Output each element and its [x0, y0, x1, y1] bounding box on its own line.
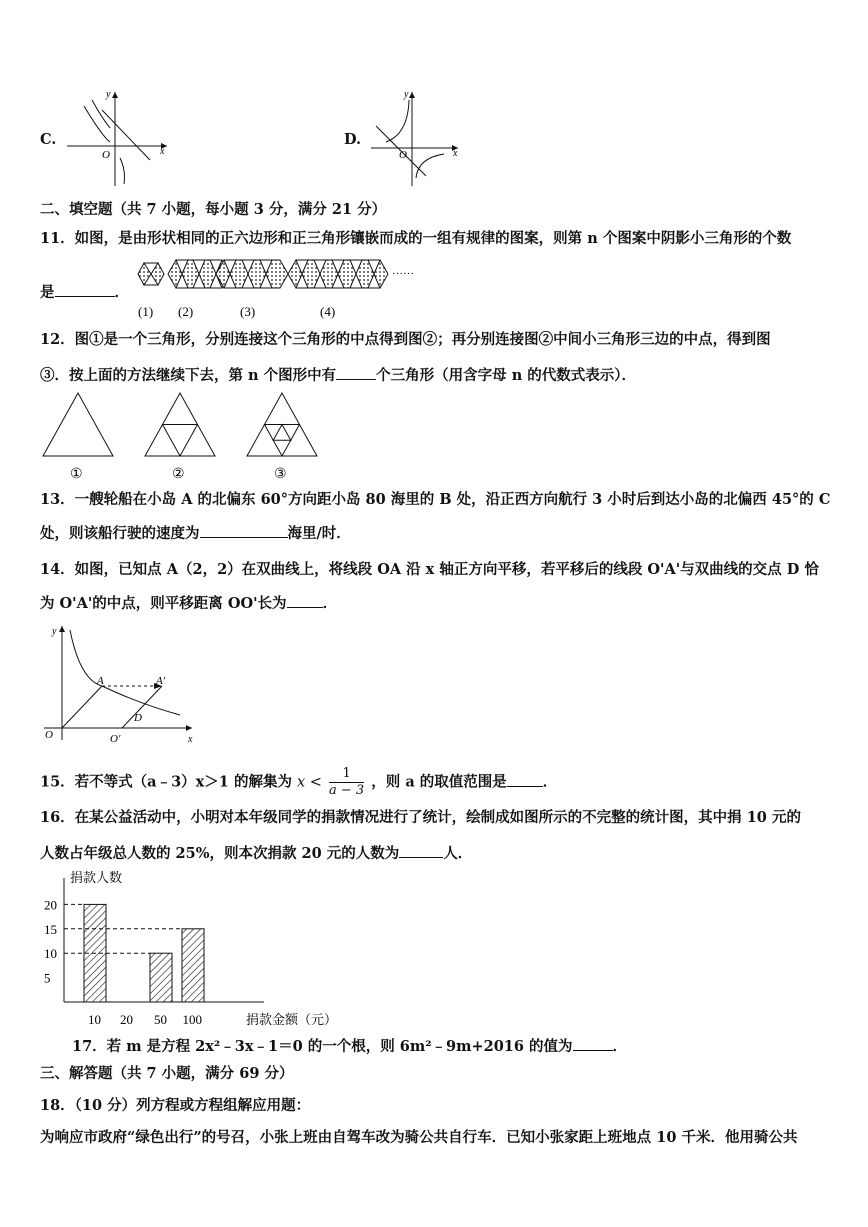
origin-label: O: [102, 149, 110, 161]
q12-line2: ③．按上面的方法继续下去，第 n 个图形中有 个三角形（用含字母 n 的代数式表示）．: [40, 367, 637, 384]
x-axis-title: 捐款金额（元）: [246, 1012, 338, 1027]
option-d-graph: [366, 88, 466, 188]
svg-text:①: ①: [70, 467, 83, 482]
q15-line: 15．若不等式（a﹣3）x＞1 的解集为 x < $\frac{1}{a - 3}$ ，则 a 的取值范围是 ．: [40, 766, 558, 798]
x-axis-label: x: [160, 146, 165, 157]
svg-text:(1): (1): [138, 304, 154, 319]
answer-blank: [399, 843, 443, 858]
answer-blank: [573, 1036, 613, 1051]
q17-line: 17．若 m 是方程 2x²﹣3x﹣1＝0 的一个根，则 6m²﹣9m+2016 的值为 ．: [72, 1038, 628, 1055]
y-axis-title: 捐款人数: [70, 870, 123, 885]
svg-text:O': O': [110, 733, 121, 745]
q13-line1: 13．一艘轮船在小岛 A 的北偏东 60°方向距小岛 80 海里的 B 处，沿正西方向航行 3 小时后到达小岛的北偏西 45°的 C: [40, 491, 831, 508]
bar-100: [182, 929, 204, 1002]
option-c-graph: [62, 88, 172, 188]
q18-line2: 为响应市政府“绿色出行”的号召，小张上班由自驾车改为骑公共自行车．已知小张家距上班地点 10 千米．他用骑公共: [40, 1129, 798, 1146]
svg-text:y: y: [404, 89, 409, 100]
y-tick-label: 5: [44, 970, 51, 986]
donation-bar-chart: [40, 870, 338, 1030]
svg-text:(3): (3): [240, 304, 256, 319]
q12-line1: 12．图①是一个三角形，分别连接这个三角形的中点得到图②；再分别连接图②中间小三角形三边的中点，得到图: [40, 331, 771, 348]
answer-blank: [336, 365, 376, 380]
q13-line2: 处，则该船行驶的速度为 海里/时．: [40, 525, 351, 542]
y-tick-label: 20: [44, 897, 57, 913]
x-tick-label: 50: [154, 1012, 167, 1027]
svg-text:(2): (2): [178, 304, 194, 319]
q11-line2: 是 ．: [40, 284, 129, 301]
option-c-label: C.: [40, 131, 57, 148]
q16-line1: 16．在某公益活动中，小明对本年级同学的捐款情况进行了统计，绘制成如图所示的不完整的统计图，其中捐 10 元的: [40, 809, 801, 826]
svg-text:O: O: [399, 149, 407, 161]
section-heading-solve: 三、解答题（共 7 小题，满分 69 分）: [40, 1065, 294, 1082]
x-tick-label: 20: [120, 1012, 133, 1027]
x-tick-label: 10: [88, 1012, 101, 1027]
answer-blank: [507, 772, 543, 787]
pattern-ellipsis: ……: [392, 265, 414, 277]
y-axis-label: y: [106, 89, 111, 100]
svg-text:②: ②: [172, 467, 185, 482]
section-heading-fill: 二、填空题（共 7 小题，每小题 3 分，满分 21 分）: [40, 201, 387, 218]
answer-blank: [55, 282, 115, 297]
svg-text:③: ③: [274, 467, 287, 482]
hyperbola-translation-figure: [40, 620, 200, 750]
answer-blank: [200, 523, 288, 538]
option-d-label: D.: [344, 131, 362, 148]
q16-line2: 人数占年级总人数的 25%，则本次捐款 20 元的人数为 人．: [40, 845, 473, 862]
q18-line1: 18．（10 分）列方程或方程组解应用题：: [40, 1097, 311, 1114]
q14-line1: 14．如图，已知点 A（2，2）在双曲线上，将线段 OA 沿 x 轴正方向平移，若平移后的线段 O'A'与双曲线的交点 D 恰: [40, 561, 819, 578]
triangle-subdivision-figure: [40, 388, 330, 482]
q11-line1: 11．如图，是由形状相同的正六边形和正三角形镶嵌而成的一组有规律的图案，则第 n 个图案中阴影小三角形的个数: [40, 230, 792, 247]
answer-blank: [287, 593, 323, 608]
svg-text:(4): (4): [320, 304, 336, 319]
q14-line2: 为 O'A'的中点，则平移距离 OO'长为 ．: [40, 595, 338, 612]
hexagon-pattern-figure: [130, 250, 430, 322]
solution-fraction: $\frac{1}{a - 3}$: [329, 766, 365, 798]
svg-text:x: x: [453, 148, 458, 159]
svg-text:A: A: [97, 675, 104, 687]
svg-text:x: x: [188, 734, 193, 745]
svg-text:D: D: [134, 712, 142, 724]
y-tick-label: 10: [44, 946, 57, 962]
svg-text:O: O: [45, 729, 53, 741]
svg-text:A': A': [156, 675, 166, 687]
bar-50: [150, 953, 172, 1002]
x-tick-label: 100: [182, 1012, 202, 1027]
y-tick-label: 15: [44, 921, 57, 937]
svg-text:y: y: [52, 626, 57, 637]
